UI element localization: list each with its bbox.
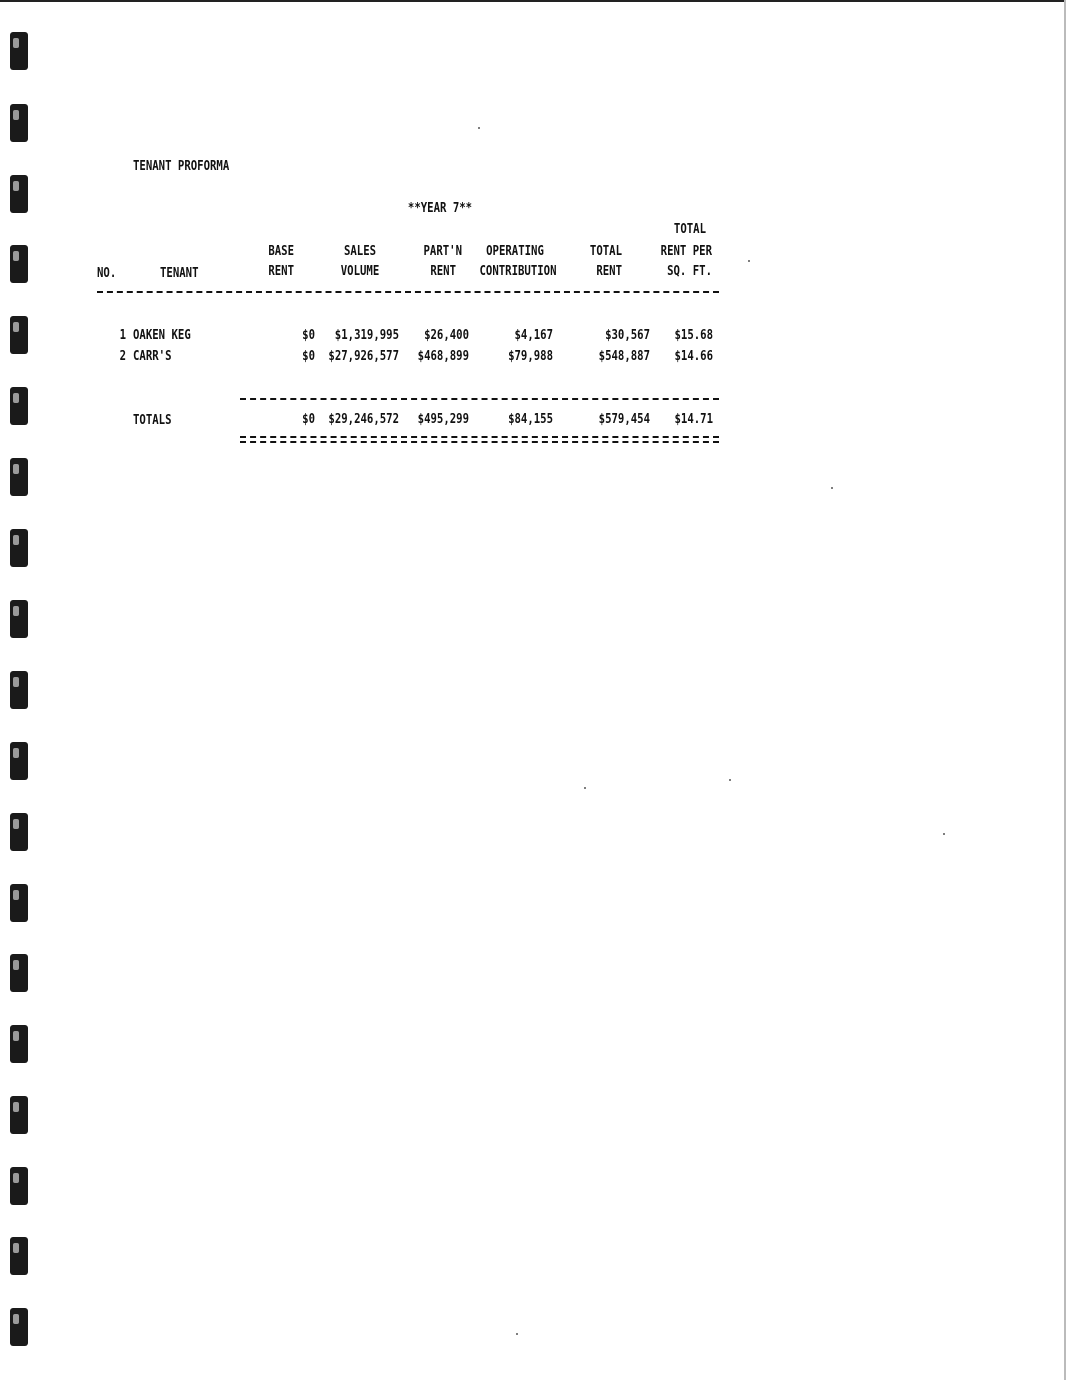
binder-hole [10, 245, 28, 283]
row-total-rent: $548,887 [598, 349, 650, 364]
totals-base-rent: $0 [302, 412, 315, 427]
header-partn-rent-line2: RENT [430, 264, 456, 279]
binder-hole [10, 600, 28, 638]
scan-speck [748, 260, 750, 262]
binder-hole [10, 1237, 28, 1275]
scan-speck [729, 779, 731, 781]
binder-hole [10, 1096, 28, 1134]
row-total-rent: $30,567 [605, 328, 650, 343]
binder-holes [10, 32, 32, 1372]
header-rent-per-sqft-line1: TOTAL [673, 222, 706, 237]
header-no: NO. [97, 266, 117, 281]
scan-speck [584, 787, 586, 789]
binder-hole [10, 529, 28, 567]
binder-hole [10, 458, 28, 496]
row-sales-volume: $1,319,995 [334, 328, 399, 343]
header-sales-volume-line2: VOLUME [340, 264, 380, 279]
row-base-rent: $0 [302, 349, 315, 364]
header-rent-per-sqft-line3: SQ. FT. [667, 264, 712, 279]
binder-hole [10, 884, 28, 922]
totals-divider [240, 398, 719, 400]
totals-double-underline [240, 436, 719, 443]
row-no: 1 [119, 328, 126, 343]
binder-hole [10, 104, 28, 142]
row-rent-per-sqft: $14.66 [674, 349, 713, 364]
scan-speck [516, 1333, 518, 1335]
row-rent-per-sqft: $15.68 [674, 328, 713, 343]
header-operating-contribution-line2: CONTRIBUTION [479, 264, 557, 279]
binder-hole [10, 387, 28, 425]
binder-hole [10, 813, 28, 851]
header-tenant: TENANT [160, 266, 199, 281]
totals-total-rent: $579,454 [598, 412, 650, 427]
header-rent-per-sqft-line2: RENT PER [660, 244, 712, 259]
binder-hole [10, 32, 28, 70]
header-divider [97, 291, 719, 293]
row-operating-contribution: $4,167 [514, 328, 553, 343]
header-base-rent-line1: BASE [268, 244, 294, 259]
binder-hole [10, 954, 28, 992]
row-tenant: OAKEN KEG [133, 328, 191, 343]
row-base-rent: $0 [302, 328, 315, 343]
header-sales-volume-line1: SALES [343, 244, 377, 259]
report-title: TENANT PROFORMA [133, 159, 230, 174]
binder-hole [10, 1308, 28, 1346]
binder-hole [10, 1167, 28, 1205]
scan-speck [478, 127, 480, 129]
binder-hole [10, 671, 28, 709]
totals-partn-rent: $495,299 [417, 412, 469, 427]
totals-sales-volume: $29,246,572 [328, 412, 399, 427]
row-partn-rent: $468,899 [417, 349, 469, 364]
row-tenant: CARR'S [133, 349, 172, 364]
totals-label: TOTALS [133, 413, 172, 428]
header-total-rent-line1: TOTAL [589, 244, 622, 259]
header-total-rent-line2: RENT [596, 264, 622, 279]
totals-rent-per-sqft: $14.71 [674, 412, 713, 427]
binder-hole [10, 316, 28, 354]
report-period: **YEAR 7** [407, 201, 473, 216]
page-top-edge [0, 0, 1066, 2]
binder-hole [10, 742, 28, 780]
row-sales-volume: $27,926,577 [328, 349, 399, 364]
header-partn-rent-line1: PART'N [423, 244, 462, 259]
row-partn-rent: $26,400 [424, 328, 469, 343]
row-no: 2 [119, 349, 126, 364]
row-operating-contribution: $79,988 [508, 349, 553, 364]
binder-hole [10, 1025, 28, 1063]
totals-operating-contribution: $84,155 [508, 412, 553, 427]
scan-speck [943, 833, 945, 835]
header-operating-contribution-line1: OPERATING [486, 244, 544, 259]
header-base-rent-line2: RENT [268, 264, 294, 279]
scan-speck [831, 487, 833, 489]
binder-hole [10, 175, 28, 213]
